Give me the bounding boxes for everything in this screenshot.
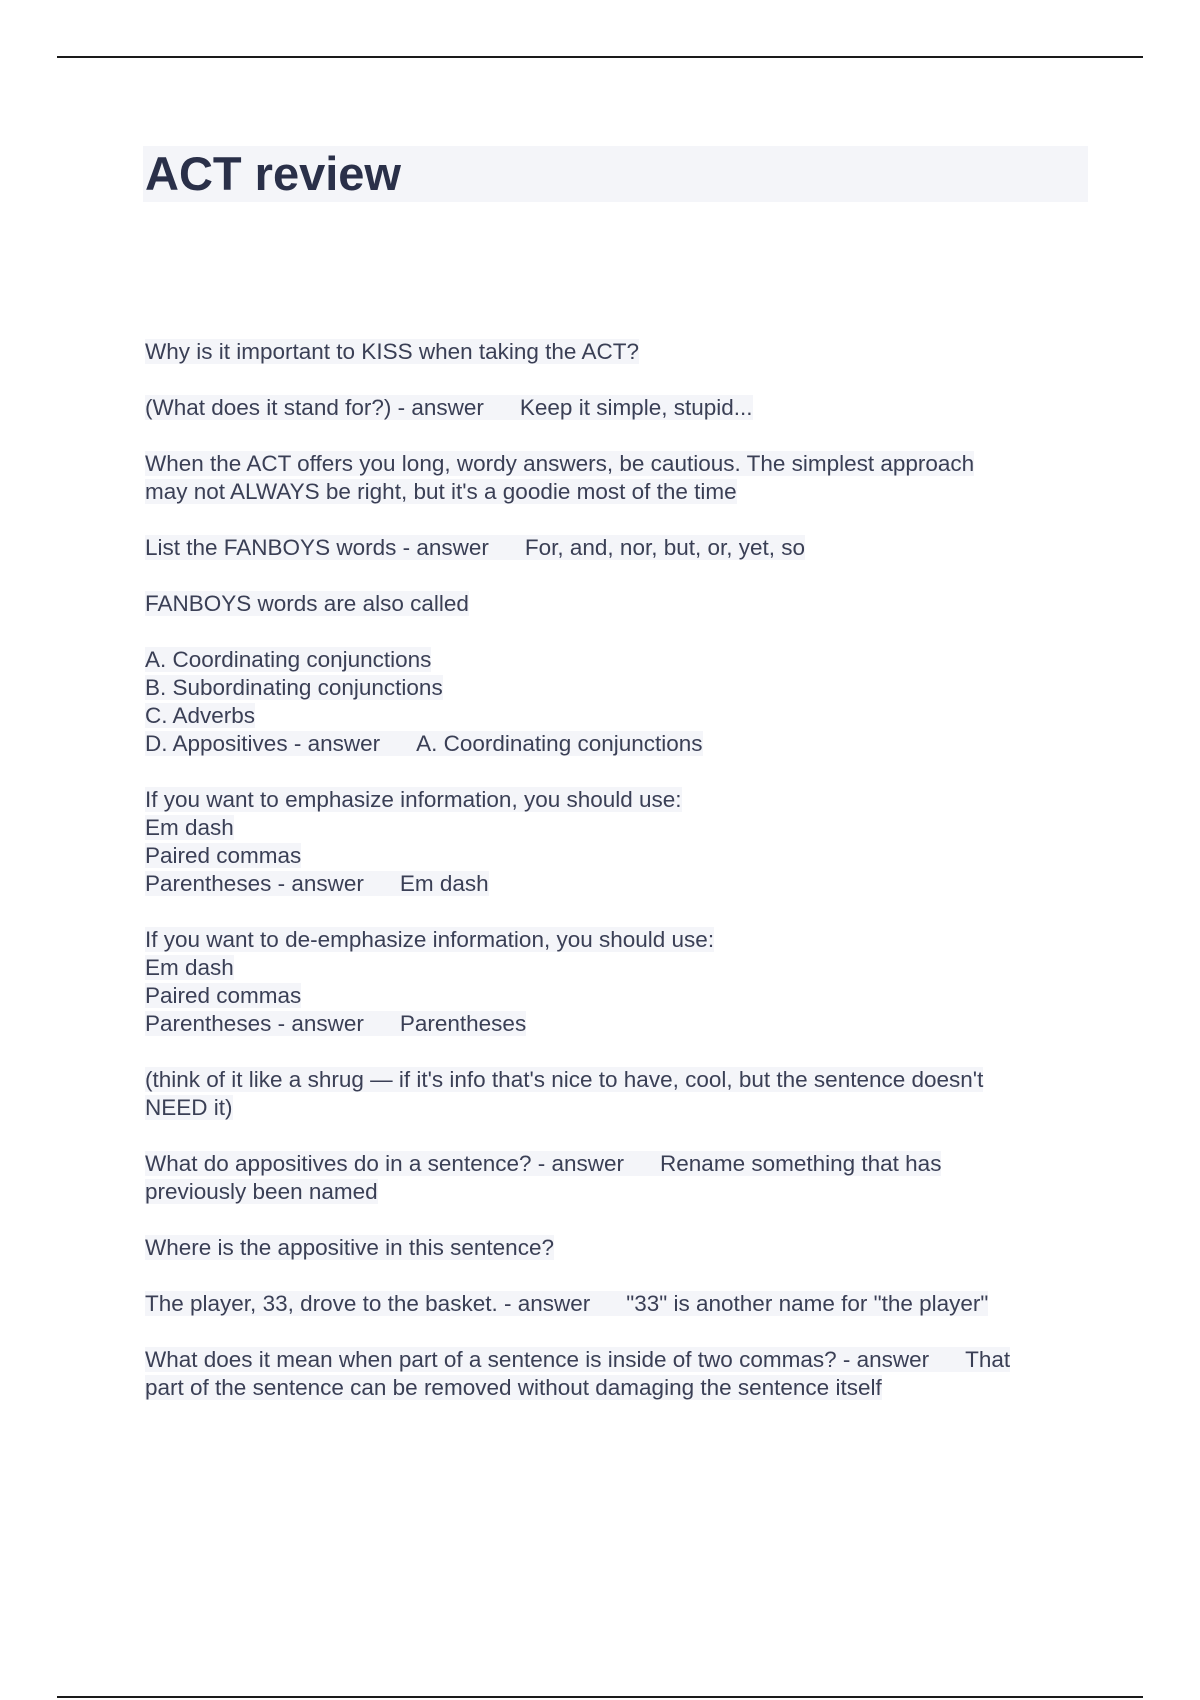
qa-line: What do appositives do in a sentence? - answer Rename something that has <box>145 1151 942 1176</box>
qa-line: A. Coordinating conjunctions <box>145 647 432 672</box>
qa-block <box>145 786 1085 898</box>
qa-line: Em dash <box>145 955 234 980</box>
qa-content <box>145 338 1085 1430</box>
answer-text: "33" is another name for "the player" <box>626 1291 989 1316</box>
qa-line: may not ALWAYS be right, but it's a goodie most of the time <box>145 479 737 504</box>
qa-line: When the ACT offers you long, wordy answers, be cautious. The simplest approach <box>145 451 975 476</box>
qa-line: Where is the appositive in this sentence? <box>145 1235 554 1260</box>
qa-line: part of the sentence can be removed without damaging the sentence itself <box>145 1375 882 1400</box>
qa-line: Paired commas <box>145 983 302 1008</box>
qa-line: FANBOYS words are also called <box>145 591 469 616</box>
answer-text: A. Coordinating conjunctions <box>416 731 703 756</box>
qa-block <box>145 534 1085 562</box>
qa-line: (think of it like a shrug — if it's info that's nice to have, cool, but the sentence doesn't <box>145 1067 984 1092</box>
answer-text: That <box>965 1347 1011 1372</box>
qa-block <box>145 646 1085 758</box>
qa-block <box>145 926 1085 1038</box>
qa-line: D. Appositives - answer A. Coordinating conjunctions <box>145 731 703 756</box>
qa-line: Parentheses - answer Em dash <box>145 871 489 896</box>
answer-text: Parentheses <box>399 1011 527 1036</box>
qa-block <box>145 338 1085 366</box>
qa-line: previously been named <box>145 1179 378 1204</box>
answer-text: For, and, nor, but, or, yet, so <box>524 535 806 560</box>
qa-line: Why is it important to KISS when taking the ACT? <box>145 339 639 364</box>
qa-line: Em dash <box>145 815 234 840</box>
qa-line: If you want to de-emphasize information, you should use: <box>145 927 715 952</box>
top-rule <box>57 56 1143 58</box>
qa-line: Paired commas <box>145 843 302 868</box>
qa-line: Parentheses - answer Parentheses <box>145 1011 527 1036</box>
answer-text: Keep it simple, stupid... <box>519 395 753 420</box>
qa-line: If you want to emphasize information, you should use: <box>145 787 682 812</box>
qa-block <box>145 1346 1085 1402</box>
bottom-rule <box>57 1696 1143 1698</box>
qa-line: What does it mean when part of a sentence is inside of two commas? - answer That <box>145 1347 1011 1372</box>
answer-text: Rename something that has <box>660 1151 942 1176</box>
qa-line: C. Adverbs <box>145 703 256 728</box>
qa-block <box>145 394 1085 422</box>
qa-line: The player, 33, drove to the basket. - answer "33" is another name for "the player" <box>145 1291 989 1316</box>
qa-block <box>145 590 1085 618</box>
document-title: ACT review <box>145 147 401 200</box>
qa-block <box>145 1066 1085 1122</box>
qa-line: B. Subordinating conjunctions <box>145 675 443 700</box>
qa-block <box>145 1150 1085 1206</box>
answer-text: Em dash <box>399 871 489 896</box>
qa-line: (What does it stand for?) - answer Keep it simple, stupid... <box>145 395 753 420</box>
qa-line: NEED it) <box>145 1095 233 1120</box>
qa-line: List the FANBOYS words - answer For, and, nor, but, or, yet, so <box>145 535 806 560</box>
qa-block <box>145 1290 1085 1318</box>
qa-block <box>145 1234 1085 1262</box>
qa-block <box>145 450 1085 506</box>
